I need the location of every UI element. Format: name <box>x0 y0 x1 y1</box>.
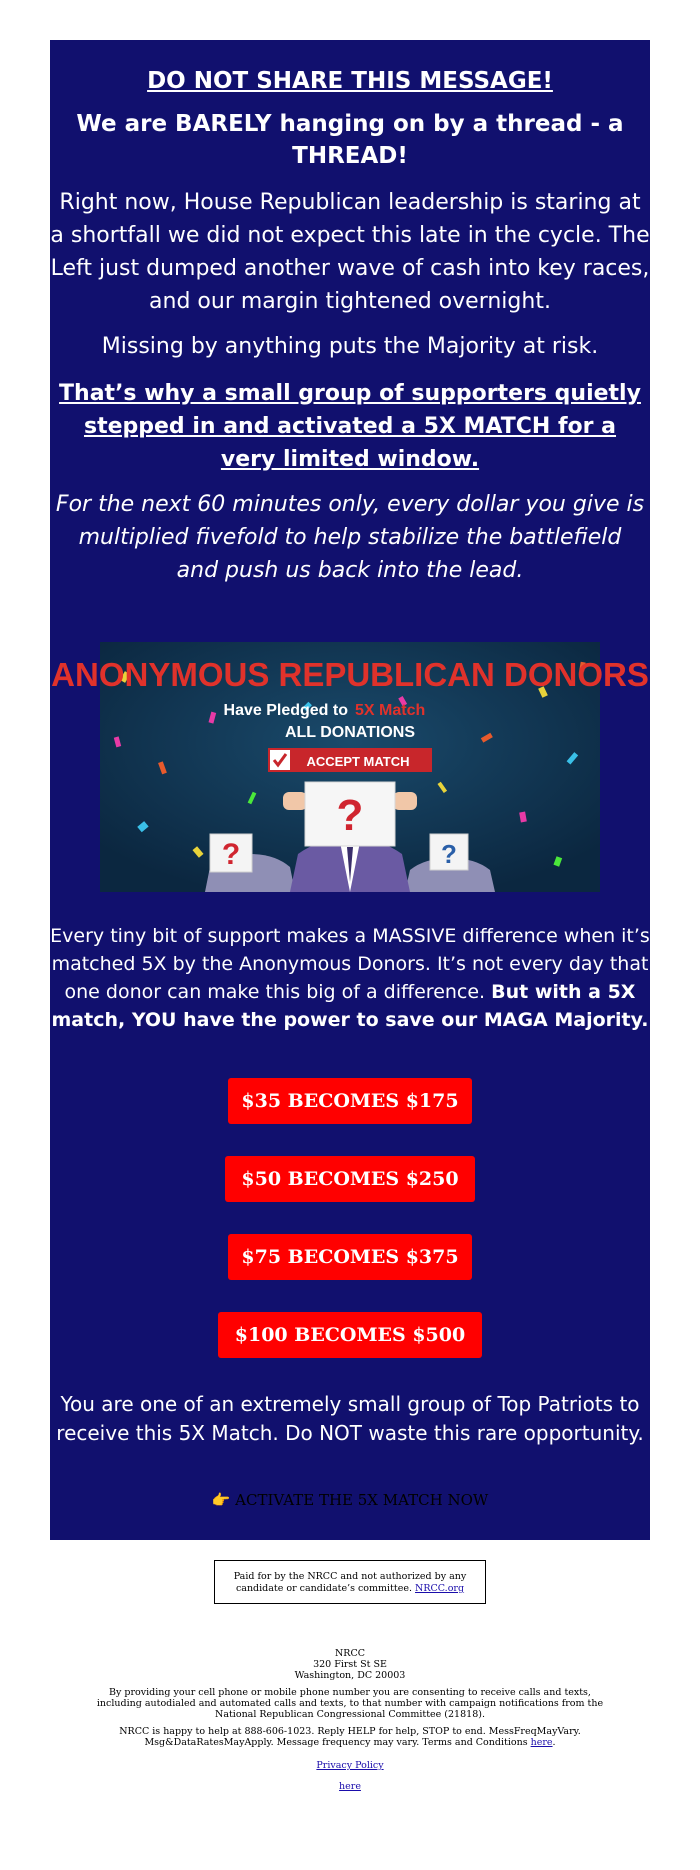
disclaimer-text: Paid for by the NRCC and not authorized by any candidate or candidate’s committee. <box>233 1571 467 1594</box>
subheadline: We are BARELY hanging on by a thread - a THREAD! <box>76 111 624 169</box>
donate-100-button[interactable]: $100 BECOMES $500 <box>218 1312 482 1358</box>
support-paragraph <box>50 922 650 1034</box>
paid-for-disclaimer <box>214 1560 486 1604</box>
footer-help-text: NRCC is happy to help at 888-606-1023. Reply HELP for help, STOP to end. MessFreqMayVary. Msg&DataRatesMayApply. Message frequency may vary. Terms and Conditions <box>119 1726 581 1748</box>
donate-35-button[interactable]: $35 BECOMES $175 <box>228 1078 472 1124</box>
footer <box>90 1648 610 1798</box>
footer-org: NRCC <box>334 1648 365 1659</box>
hero-title: ANONYMOUS REPUBLICAN DONORS <box>51 656 649 693</box>
donate-75-button[interactable]: $75 BECOMES $375 <box>228 1234 472 1280</box>
nrcc-org-link[interactable]: NRCC.org <box>415 1583 465 1594</box>
unsubscribe-here-link[interactable]: here <box>339 1781 361 1792</box>
pointing-hand-icon: 👉 <box>211 1491 231 1509</box>
footer-consent: By providing your cell phone or mobile phone number you are consenting to receive calls and texts, including autodialed and automated calls and texts, to that number with campaign notifications from the National Republican Congressional Committee (21818). <box>96 1687 604 1720</box>
paragraph-majority-risk: Missing by anything puts the Majority at risk. <box>101 334 599 359</box>
terms-here-link[interactable]: here <box>530 1737 553 1748</box>
activate-match-label: ACTIVATE THE 5X MATCH NOW <box>235 1491 489 1509</box>
privacy-policy-link[interactable]: Privacy Policy <box>316 1760 384 1771</box>
match-callout: That’s why a small group of supporters quietly stepped in and activated a 5X MATCH for a very limited window. <box>59 381 641 472</box>
donate-50-button[interactable]: $50 BECOMES $250 <box>225 1156 475 1202</box>
footer-help-paragraph: NRCC is happy to help at 888-606-1023. Reply HELP for help, STOP to end. MessFreqMayVary. Msg&DataRatesMayApply. Message frequency may vary. Terms and Conditions here. <box>119 1726 581 1748</box>
email-body <box>50 40 650 1540</box>
closing-paragraph: You are one of an extremely small group of Top Patriots to receive this 5X Match. Do NOT waste this rare opportunity. <box>56 1392 644 1445</box>
left-question-mark: ? <box>221 838 241 871</box>
activate-match-link[interactable] <box>50 1490 650 1510</box>
hero-accept-label: ACCEPT MATCH <box>306 754 410 769</box>
support-text: Every tiny bit of support makes a MASSIVE difference when it’s matched 5X by the Anonymous Donors. It’s not every day that one donor can make this big of a difference. <box>50 925 650 1003</box>
headline: DO NOT SHARE THIS MESSAGE! <box>147 68 553 94</box>
paragraph-shortfall: Right now, House Republican leadership is staring at a shortfall we did not expect this late in the cycle. The Left just dumped another wave of cash into key races, and our margin tightened overnight. <box>50 190 650 314</box>
support-bold-text: But with a 5X match, YOU have the power to save our MAGA Majority. <box>51 981 649 1031</box>
hero-all-donations: ALL DONATIONS <box>284 724 416 741</box>
right-question-mark: ? <box>441 839 457 869</box>
hero-pledged-match: 5X Match <box>355 702 426 719</box>
hero-image[interactable] <box>51 642 649 892</box>
center-question-mark: ? <box>336 791 364 840</box>
hero-accept-match-button <box>268 748 432 772</box>
hero-illustration <box>51 642 649 892</box>
hero-pledged-prefix: Have Pledged to <box>223 702 348 719</box>
italic-deadline-text: For the next 60 minutes only, every dollar you give is multiplied fivefold to help stabilize the battlefield and push us back into the lead. <box>55 492 645 583</box>
footer-city: Washington, DC 20003 <box>294 1670 406 1681</box>
footer-street: 320 First St SE <box>313 1659 387 1670</box>
